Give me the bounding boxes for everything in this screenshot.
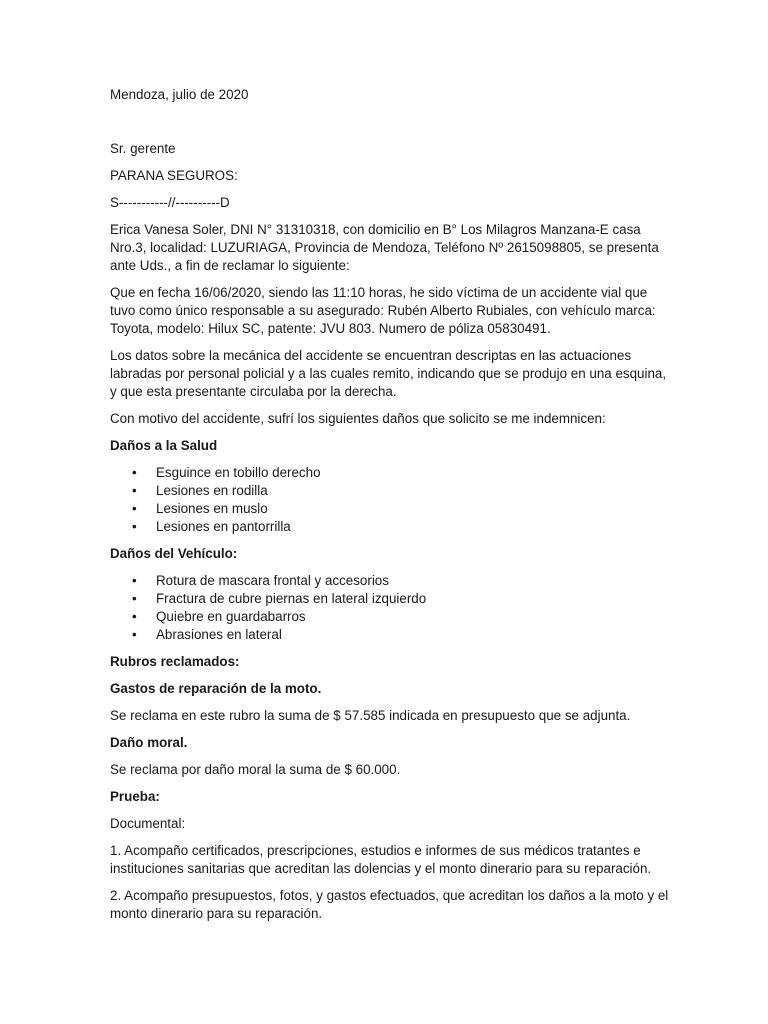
- damages-intro: Con motivo del accidente, sufrí los siguientes daños que solicito se me indemnicen:: [110, 411, 606, 426]
- repair-text: Se reclama en este rubro la suma de $ 57.585 indicada en presupuesto que se adjunta.: [110, 708, 631, 723]
- claims-heading: Rubros reclamados:: [110, 654, 240, 669]
- repair-heading: Gastos de reparación de la moto.: [110, 681, 322, 696]
- date-line: Mendoza, julio de 2020: [110, 87, 249, 102]
- health-list: [110, 464, 670, 536]
- list-item: [110, 572, 670, 590]
- letter-body: [110, 86, 670, 932]
- vehicle-list: [110, 572, 670, 644]
- list-item-text: Quiebre en guardabarros: [156, 609, 306, 624]
- list-item-text: Rotura de mascara frontal y accesorios: [156, 573, 389, 588]
- list-item-text: Fractura de cubre piernas en lateral izquierdo: [156, 591, 427, 606]
- vehicle-heading: Daños del Vehículo:: [110, 546, 238, 561]
- bullet-icon: •: [132, 573, 137, 588]
- bullet-icon: •: [132, 483, 137, 498]
- list-item: [110, 464, 670, 482]
- proof-item-2: 2. Acompaño presupuestos, fotos, y gastos efectuados, que acreditan los daños a la moto y el monto dinerario para su reparación.: [110, 888, 669, 921]
- mechanics-paragraph: Los datos sobre la mecánica del accidente se encuentran descriptas en las actuaciones labradas por personal policial y a las cuales remito, indicando que se produjo en una esquina, y que esta presentante circulaba por la derecha.: [110, 348, 667, 399]
- intro-paragraph: Erica Vanesa Soler, DNI N° 31310318, con domicilio en B° Los Milagros Manzana-E casa Nro.3, localidad: LUZURIAGA, Provincia de Mendoza, Teléfono Nº 2615098805, se presenta ante Uds., a fin de reclamar lo siguiente:: [110, 222, 659, 273]
- list-item-text: Lesiones en pantorrilla: [156, 519, 291, 534]
- list-item-text: Esguince en tobillo derecho: [156, 465, 321, 480]
- bullet-icon: •: [132, 591, 137, 606]
- company-name: PARANA SEGUROS:: [110, 168, 238, 183]
- list-item: [110, 482, 670, 500]
- list-item: [110, 626, 670, 644]
- list-item: [110, 518, 670, 536]
- list-item-text: Lesiones en muslo: [156, 501, 268, 516]
- list-item: [110, 500, 670, 518]
- documental-label: Documental:: [110, 816, 186, 831]
- bullet-icon: •: [132, 519, 137, 534]
- salutation: S-----------//----------D: [110, 195, 230, 210]
- list-item-text: Lesiones en rodilla: [156, 483, 268, 498]
- moral-text: Se reclama por daño moral la suma de $ 60.000.: [110, 762, 401, 777]
- proof-heading: Prueba:: [110, 789, 160, 804]
- proof-item-1: 1. Acompaño certificados, prescripciones, estudios e informes de sus médicos tratantes e instituciones sanitarias que acreditan las dolencias y el monto dinerario para su reparación.: [110, 843, 652, 876]
- health-heading: Daños a la Salud: [110, 438, 218, 453]
- moral-heading: Daño moral.: [110, 735, 188, 750]
- accident-paragraph: Que en fecha 16/06/2020, siendo las 11:10 horas, he sido víctima de un accidente vial que tuvo como único responsable a su asegurado: Rubén Alberto Rubiales, con vehículo marca: Toyota, modelo: Hilux SC, patente: JVU 803. Numero de póliza 05830491.: [110, 285, 656, 336]
- list-item: [110, 608, 670, 626]
- list-item-text: Abrasiones en lateral: [156, 627, 282, 642]
- addressee: Sr. gerente: [110, 141, 176, 156]
- bullet-icon: •: [132, 627, 137, 642]
- bullet-icon: •: [132, 609, 137, 624]
- bullet-icon: •: [132, 501, 137, 516]
- bullet-icon: •: [132, 465, 137, 480]
- list-item: [110, 590, 670, 608]
